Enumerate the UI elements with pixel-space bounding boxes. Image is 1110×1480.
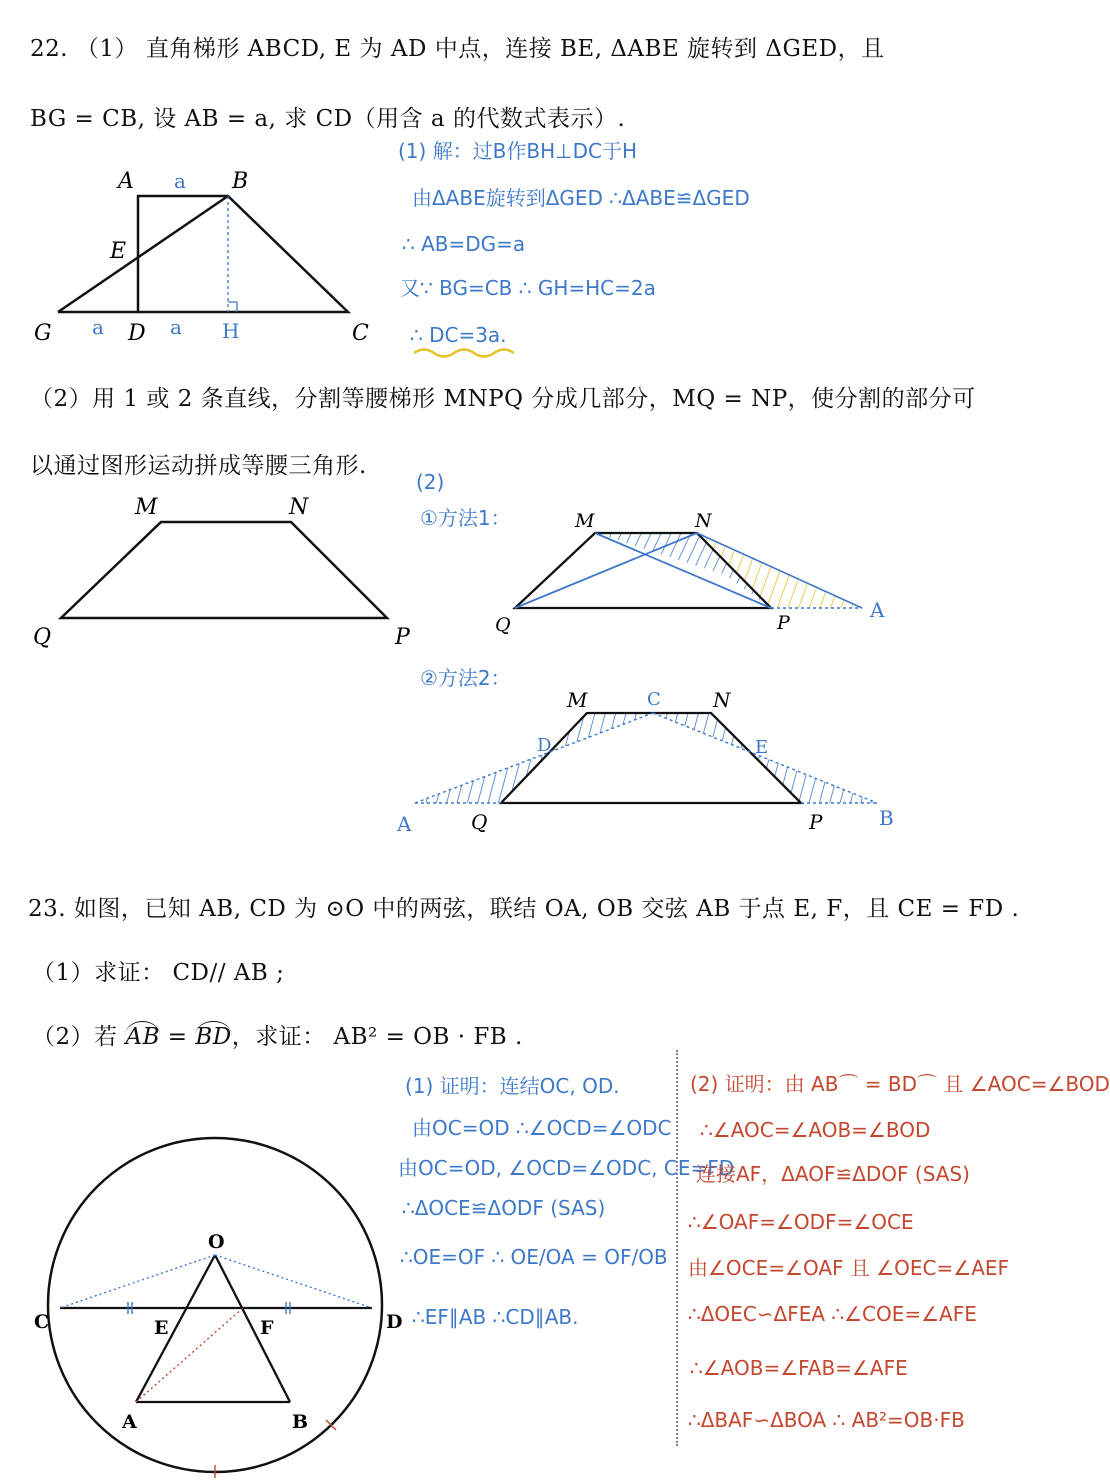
q22-figure4 [395,685,895,835]
sol2-label: (2) [416,470,445,494]
circle-o [48,1138,382,1472]
arc-bd: BD [195,1021,231,1050]
label-P: P [809,810,823,834]
trapezoid-mnpq-m2 [501,713,801,803]
dash-a-c [415,713,653,803]
label-P: P [395,625,410,650]
segment-gb [58,196,228,312]
label-A: A [118,169,134,194]
proof-divider [676,1050,678,1446]
q22-part2-line1: （2）用 1 或 2 条直线，分割等腰梯形 MNPQ 分成几部分，MQ = NP，使分割的部分可 [30,386,976,412]
label-C: C [34,1311,50,1333]
label-C: C [647,689,661,710]
q23-line3-suffix: ，求证： AB² = OB · FB . [231,1024,523,1050]
proof1-line-6: ∴EF∥AB ∴CD∥AB. [412,1305,579,1329]
label-M: M [575,510,595,532]
label-Q: Q [471,810,488,834]
label-E: E [755,737,769,758]
sol1-line-4: 又∵ BG=CB ∴ GH=HC=2a [400,276,656,300]
segment-ob [215,1255,290,1402]
label-B: B [292,1411,309,1433]
cut-q-n [515,533,697,608]
label-B: B [232,169,249,194]
proof2-line-4: ∴∠OAF=∠ODF=∠OCE [688,1210,914,1234]
label-N: N [713,688,731,712]
right-angle-mark [228,302,237,312]
q22-line1: 22. （1） 直角梯形 ABCD, E 为 AD 中点，连接 BE, ΔABE 旋转到 ΔGED，且 [30,36,885,62]
label-N: N [289,495,309,520]
label-Q: Q [33,625,52,650]
proof1-line-2: 由OC=OD ∴∠OCD=∠ODC [412,1116,672,1140]
segment-oa [136,1255,215,1402]
trapezoid-abcd [138,196,348,312]
label-E: E [110,239,127,264]
label-D: D [537,735,552,756]
label-a-gd: a [92,315,104,339]
q22-figure1 [20,160,400,360]
proof1-line-4: ∴ΔOCE≌ΔODF (SAS) [402,1196,606,1220]
proof2-line-6: ∴ΔOEC∽ΔFEA ∴∠COE=∠AFE [688,1302,977,1326]
proof2-line-7: ∴∠AOB=∠FAB=∠AFE [690,1356,908,1380]
q23-figure [20,1080,420,1480]
sol1-underline [412,346,522,360]
arc-ab: AB [125,1021,160,1050]
label-B: B [879,806,894,830]
q23-line2: （1）求证： CD// AB ; [32,960,285,986]
dash-c-b [653,713,877,803]
proof1-line-1: (1) 证明：连结OC, OD. [405,1074,620,1098]
proof2-line-5: 由∠OCE=∠OAF 且 ∠OEC=∠AEF [688,1256,1010,1280]
proof2-line-3: 连接AF，ΔAOF≌ΔDOF (SAS) [696,1162,970,1186]
label-O: O [208,1231,225,1253]
label-M: M [135,495,158,520]
trapezoid-mnpq [61,522,387,618]
label-F: F [260,1317,274,1339]
label-A: A [397,812,412,836]
q22-figure3 [495,505,895,635]
sol1-line-3: ∴ AB=DG=a [402,232,526,256]
label-C: C [352,321,369,346]
label-H: H [222,319,240,343]
q22-part2-line2: 以通过图形运动拼成等腰三角形. [30,453,367,479]
sol1-line-1: (1) 解：过B作BH⊥DC于H [398,139,637,163]
method2-label: ②方法2： [420,666,511,690]
proof1-line-3: 由OC=OD, ∠OCD=∠ODC, CE=FD [398,1156,735,1180]
label-N: N [695,510,712,532]
q23-line1: 23. 如图，已知 AB, CD 为 ⊙O 中的两弦，联结 OA, OB 交弦 AB 于点 E, F，且 CE = FD . [28,896,1020,922]
label-D: D [386,1311,403,1333]
label-M: M [567,688,588,712]
q22-line2: BG = CB, 设 AB = a, 求 CD（用含 a 的代数式表示）. [30,106,626,132]
proof2-line-8: ∴ΔBAF∽ΔBOA ∴ AB²=OB·FB [688,1408,965,1432]
sol1-line-5: ∴ DC=3a. [410,323,507,347]
label-a-top: a [174,169,186,193]
label-G: G [34,321,52,346]
dash-af [136,1308,243,1402]
label-P: P [777,612,790,634]
label-Q: Q [495,614,511,636]
q23-line3 [32,1018,523,1051]
label-a-dh: a [170,315,182,339]
label-A: A [122,1411,137,1433]
proof2-line-1: (2) 证明：由 AB⌒ = BD⌒ 且 ∠AOC=∠BOD [690,1072,1110,1096]
proof2-line-2: ∴∠AOC=∠AOB=∠BOD [700,1118,931,1142]
proof1-line-5: ∴OE=OF ∴ OE/OA = OF/OB [400,1245,668,1269]
sol1-line-2: 由ΔABE旋转到ΔGED ∴ΔABE≌ΔGED [412,186,750,210]
q23-eq: = [159,1024,196,1050]
label-D: D [128,321,146,346]
label-E: E [154,1317,169,1339]
q22-figure2 [25,490,425,660]
q23-line3-prefix: （2）若 [32,1024,126,1050]
method1-label: ①方法1： [420,506,511,530]
label-A: A [870,598,885,622]
